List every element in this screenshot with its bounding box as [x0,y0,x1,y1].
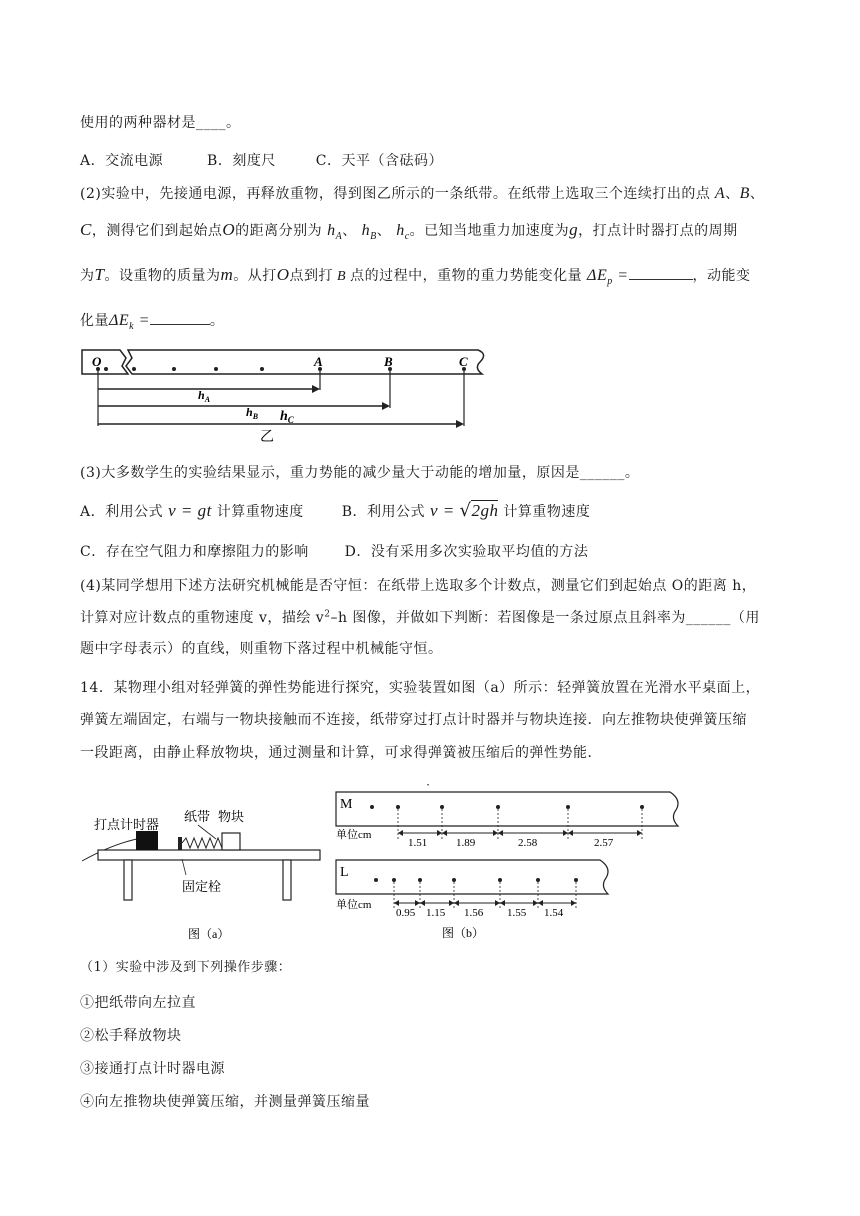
label-tape: 纸带 [184,809,211,824]
label-pin: 固定栓 [182,879,222,894]
q13-part3: (3)大多数学生的实验结果显示，重力势能的减少量大于动能的增加量，原因是______。 [80,465,640,481]
tape-m-gap-2: 1.89 [456,837,476,849]
tape-m-gap-4: 2.57 [594,837,614,849]
tape-l-gap-3: 1.56 [464,907,484,919]
tape-m-gap-3: 2.58 [518,837,538,849]
dim-hc-sub: C [287,415,294,425]
tape-label-c: C [459,354,468,369]
tape-caption: 乙 [260,430,274,444]
dim-ha: h [198,388,205,402]
tape-l-unit: 单位cm [336,899,372,911]
q14-steps-title: （1）实验中涉及到下列操作步骤： [80,960,292,975]
tape-l-gap-4: 1.55 [507,907,527,919]
q14-step-1: ①把纸带向左拉直 [80,995,196,1011]
paper-tape-diagram [78,344,488,444]
label-timer: 打点计时器 [94,817,160,832]
tape-label-o: O [92,354,102,369]
q13-part2-line3: 为T。设重物的质量为m。从打O点到打 B 点的过程中，重物的重力势能变化量 $\Delta E_p$ = ，动能变 [80,265,751,288]
tape-label-b: B [384,354,393,369]
svg-text:hB [246,405,259,421]
svg-text:hA [198,388,211,404]
dim-hb: h [246,405,253,419]
q14-line2: 弹簧左端固定，右端与一物块接触而不连接，纸带穿过打点计时器并与物块连接．向左推物块使弹簧压缩 [80,712,747,728]
dim-hc: h [280,409,288,424]
q13-options-3cd: C．存在空气阻力和摩擦阻力的影响 D．没有采用多次实验取平均值的方法 [80,544,589,560]
option-b: B．刻度尺 [207,153,276,169]
q14-line3: 一段距离，由静止释放物块，通过测量和计算，可求得弹簧被压缩后的弹性势能． [80,745,602,761]
figure-b-caption: 图（b） [442,926,485,940]
tape-l-gap-1: 0.95 [396,907,416,919]
q14-step-3: ③接通打点计时器电源 [80,1061,225,1077]
tape-l-name: L [340,865,349,880]
label-block: 物块 [218,809,245,824]
figure-b-tapes [332,782,692,942]
dim-ha-sub: A [204,395,211,404]
q13-part4-line3: 题中字母表示）的直线，则重物下落过程中机械能守恒。 [80,641,443,657]
figure-a-caption: 图（a） [188,927,230,941]
q13-options-1 [80,150,443,170]
q13-options-3ab: A．利用公式 v = gt 计算重物速度 B．利用公式 v = √2gh 计算重物速度 [80,500,591,521]
svg-text:hC [280,409,295,425]
dim-hb-sub: B [252,412,259,421]
option-a: A．交流电源 [80,153,164,169]
tape-m-gap-1: 1.51 [408,837,428,849]
q13-blank-line: 使用的两种器材是____。 [80,115,241,131]
q14-step-2: ②松手释放物块 [80,1028,182,1044]
q13-part2-line4: 化量$\Delta E_k$ = 。 [80,312,225,333]
tape-l-gap-2: 1.15 [426,907,446,919]
svg-text:•: • [427,783,430,789]
option-c: C．天平（含砝码） [315,153,443,169]
tape-l-gap-5: 1.54 [544,907,564,919]
tape-label-a: A [314,354,323,369]
q13-part4-line2: 计算对应计数点的重物速度 v，描绘 $v^2-h$ 图像，并做如下判断：若图像是一条过原点且斜率为______（用 [80,609,760,626]
figure-a-apparatus [78,795,328,945]
q13-part2-line2: C，测得它们到起始点O的距离分别为 $h_A$、 $h_B$、 $h_c$。已知当地重力加速度为g，打点计时器打点的周期 [80,220,738,243]
q14-step-4: ④向左推物块使弹簧压缩，并测量弹簧压缩量 [80,1094,370,1110]
q13-part4-line1: (4)某同学想用下述方法研究机械能是否守恒：在纸带上选取多个计数点，测量它们到起始点 O的距离 h， [80,578,757,594]
q14-line1: 14．某物理小组对轻弹簧的弹性势能进行探究，实验装置如图（a）所示：轻弹簧放置在光滑水平桌面上， [80,680,761,696]
q13-part2-line1: (2)实验中，先接通电源，再释放重物，得到图乙所示的一条纸带。在纸带上选取三个连续打出的点 A、B、 [80,185,765,202]
tape-m-name: M [340,797,353,812]
tape-m-unit: 单位cm [336,829,372,841]
